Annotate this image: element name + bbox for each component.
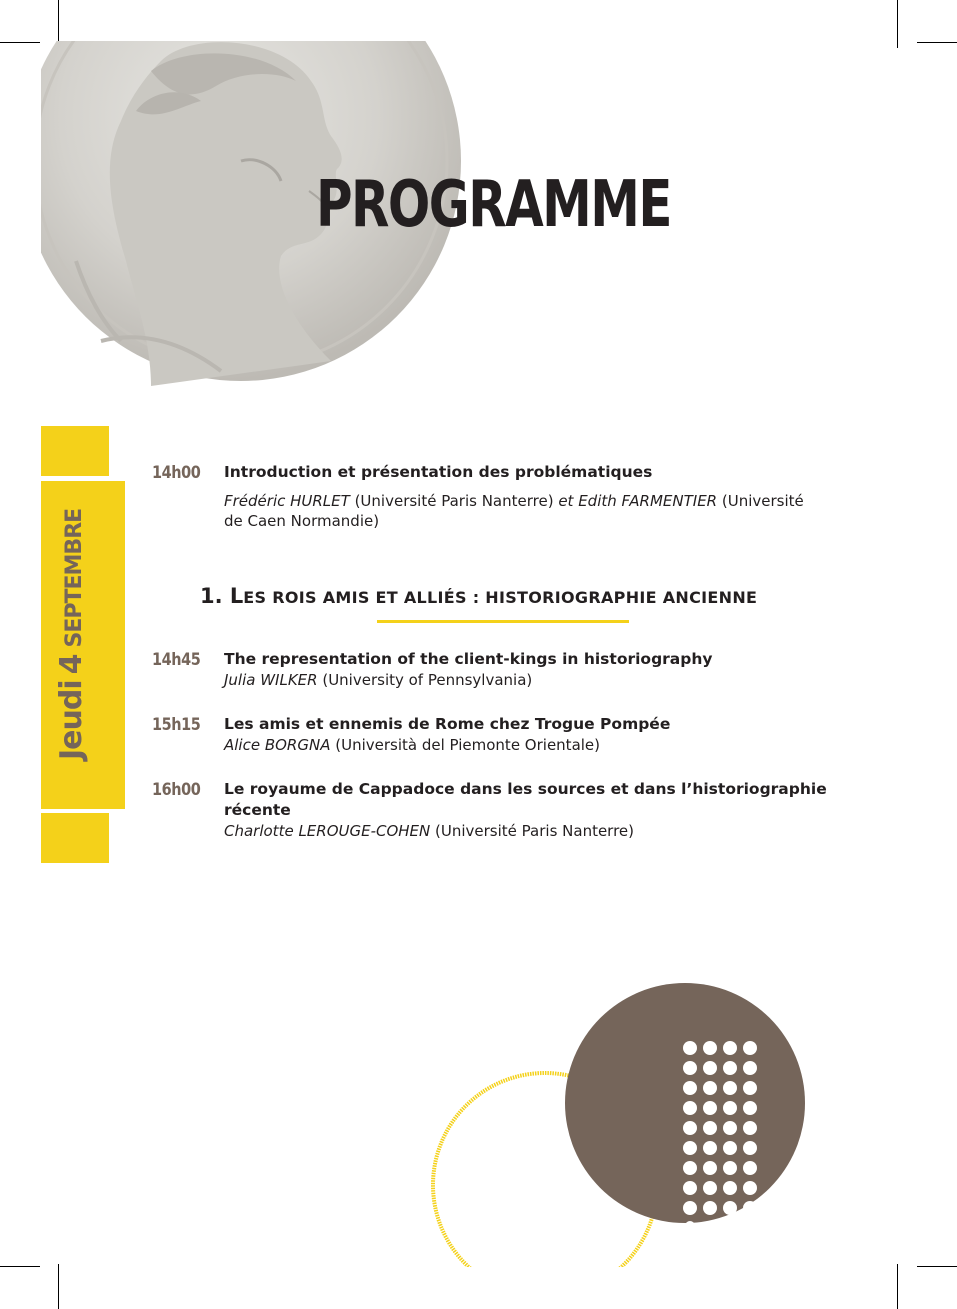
- day-number: 4: [54, 653, 89, 675]
- day-label: [54, 509, 89, 760]
- speaker-line: [224, 735, 864, 755]
- crop-mark: [0, 42, 40, 43]
- sidebar-block-bottom: [41, 813, 109, 863]
- speaker-name: Charlotte LEROUGE-COHEN: [224, 822, 431, 840]
- speaker-name: Julia WILKER: [224, 671, 318, 689]
- crop-mark: [58, 1264, 59, 1309]
- talk-title: The representation of the client-kings in historiography: [224, 650, 713, 668]
- time-slot: 14h00: [152, 463, 201, 483]
- talk-title: Introduction et présentation des problématiques: [224, 463, 653, 481]
- circle-decoration: [420, 980, 840, 1274]
- day-name: Jeudi: [54, 680, 89, 760]
- section-title-lead: L: [229, 584, 244, 608]
- affiliation: de Caen Normandie): [224, 512, 380, 530]
- time-slot: 15h15: [152, 715, 201, 735]
- speaker-name: Frédéric HURLET: [224, 492, 350, 510]
- page-title: PROGRAMME: [316, 168, 671, 242]
- talk-title: Le royaume de Cappadoce dans les sources et dans l’historiographie récente: [224, 780, 827, 819]
- crop-mark: [0, 1266, 40, 1267]
- section-number: 1.: [200, 584, 223, 608]
- time-slot: 16h00: [152, 780, 201, 800]
- crop-mark: [897, 0, 898, 48]
- affiliation: (Université: [717, 492, 804, 510]
- crop-mark: [897, 1264, 898, 1309]
- affiliation: (Université Paris Nanterre): [430, 822, 635, 840]
- month-name: SEPTEMBRE: [62, 508, 87, 648]
- talk-title: Les amis et ennemis de Rome chez Trogue Pompée: [224, 715, 671, 733]
- affiliation: (Università del Piemonte Orientale): [330, 736, 601, 754]
- time-slot: 14h45: [152, 650, 201, 670]
- program-item: [224, 779, 864, 841]
- crop-mark: [917, 42, 957, 43]
- section-heading: [200, 584, 820, 608]
- affiliation: (Université Paris Nanterre): [349, 492, 559, 510]
- section-underline: [377, 620, 629, 623]
- speaker-name: Alice BORGNA: [224, 736, 331, 754]
- speaker-line: [224, 821, 864, 841]
- speaker-name: et Edith FARMENTIER: [558, 492, 718, 510]
- affiliation: (University of Pennsylvania): [317, 671, 533, 689]
- program-item: [224, 714, 864, 755]
- speaker-line: [224, 670, 864, 690]
- program-item: [224, 462, 864, 531]
- sidebar-block-top: [41, 426, 109, 476]
- crop-mark: [917, 1266, 957, 1267]
- speaker-line: [224, 491, 864, 511]
- program-item: [224, 649, 864, 690]
- section-title-rest: ES ROIS AMIS ET ALLIÉS : HISTORIOGRAPHIE ANCIENNE: [243, 588, 758, 607]
